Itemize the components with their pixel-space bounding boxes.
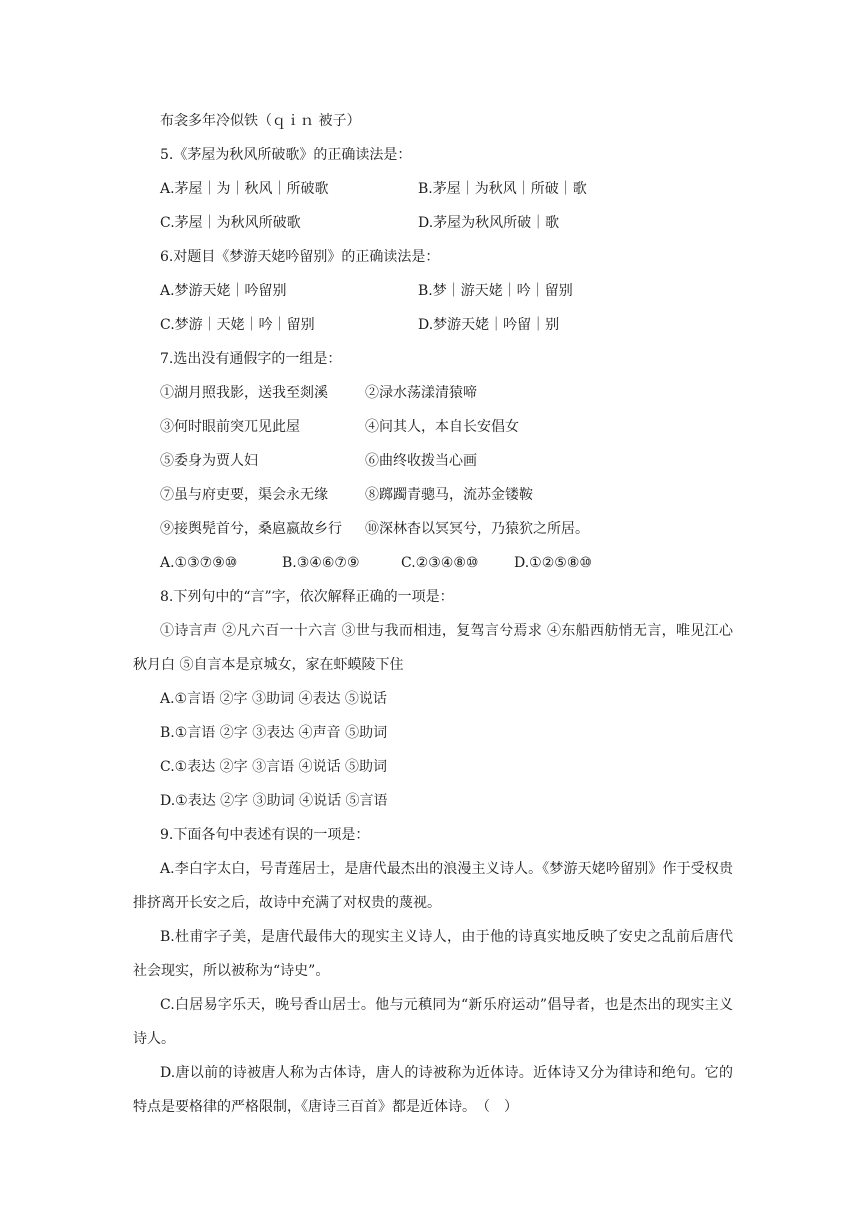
q7-item-9: ⑨接舆髡首兮，桑扈嬴故乡行 [160,521,342,537]
q9-option-b: B.杜甫字子美，是唐代最伟大的现实主义诗人，由于他的诗真实地反映了安史之乱前后唐代社会现实，所以被称为“诗史”。 [133,929,733,979]
q7-option-b: B.③④⑥⑦⑨ [282,555,360,571]
line-quilt-note: 布衾多年冷似铁（ｑｉｎ 被子） [160,113,361,129]
q6-option-c: C.梦游｜天姥｜吟｜留别 [160,317,315,333]
q6-option-b: B.梦｜游天姥｜吟｜留别 [418,283,573,299]
q8-sentences: ①诗言声 ②凡六百一十六言 ③世与我而相违，复驾言兮焉求 ④东船西舫悄无言，唯见江心秋月白 ⑤自言本是京城女，家在虾蟆陵下住 [133,623,733,673]
q7-option-a: A.①③⑦⑨⑩ [160,555,238,571]
question-8: 8.下列句中的“言”字，依次解释正确的一项是： [160,589,454,605]
q8-option-a: A.①言语 ②字 ③助词 ④表达 ⑤说话 [160,691,387,707]
question-5: 5.《茅屋为秋风所破歌》的正确读法是： [160,147,412,163]
q5-option-b: B.茅屋｜为秋风｜所破｜歌 [418,181,587,197]
q6-option-d: D.梦游天姥｜吟留｜别 [418,317,560,333]
q7-item-6: ⑥曲终收拨当心画 [365,453,477,469]
q7-item-8: ⑧踯躅青骢马，流苏金镂鞍 [365,487,533,503]
q7-item-7: ⑦虽与府吏要，渠会永无缘 [160,487,328,503]
q8-option-d: D.①表达 ②字 ③助词 ④说话 ⑤言语 [160,793,388,809]
q8-option-b: B.①言语 ②字 ③表达 ④声音 ⑤助词 [160,725,388,741]
q6-option-a: A.梦游天姥｜吟留别 [160,283,287,299]
q7-item-4: ④问其人，本自长安倡女 [365,419,519,435]
q7-item-3: ③何时眼前突兀见此屋 [160,419,300,435]
question-9: 9.下面各句中表述有误的一项是： [160,827,370,843]
q7-item-10: ⑩深林杳以冥冥兮，乃猿狖之所居。 [365,521,589,537]
q7-item-5: ⑤委身为贾人妇 [160,453,258,469]
q9-option-a: A.李白字太白，号青莲居士，是唐代最杰出的浪漫主义诗人。《梦游天姥吟留别》作于受权贵排挤离开长安之后，故诗中充满了对权贵的蔑视。 [133,861,733,911]
q7-option-d: D.①②⑤⑧⑩ [514,555,592,571]
question-7: 7.选出没有通假字的一组是： [160,351,342,367]
q8-option-c: C.①表达 ②字 ③言语 ④说话 ⑤助词 [160,759,388,775]
q5-option-a: A.茅屋｜为｜秋风｜所破歌 [160,181,329,197]
question-6: 6.对题目《梦游天姥吟留别》的正确读法是： [160,249,440,265]
q7-item-2: ②渌水荡漾清猿啼 [365,385,477,401]
q5-option-d: D.茅屋为秋风所破｜歌 [418,215,560,231]
q9-option-d: D.唐以前的诗被唐人称为古体诗，唐人的诗被称为近体诗。近体诗又分为律诗和绝句。它的特点是要格律的严格限制，《唐诗三百首》都是近体诗。 （ ） [133,1065,733,1115]
q9-option-c: C.白居易字乐天，晚号香山居士。他与元稹同为“新乐府运动”倡导者，也是杰出的现实主义诗人。 [133,997,733,1047]
q7-item-1: ①湖月照我影，送我至剡溪 [160,385,328,401]
q5-option-c: C.茅屋｜为秋风所破歌 [160,215,301,231]
q7-option-c: C.②③④⑧⑩ [401,555,479,571]
